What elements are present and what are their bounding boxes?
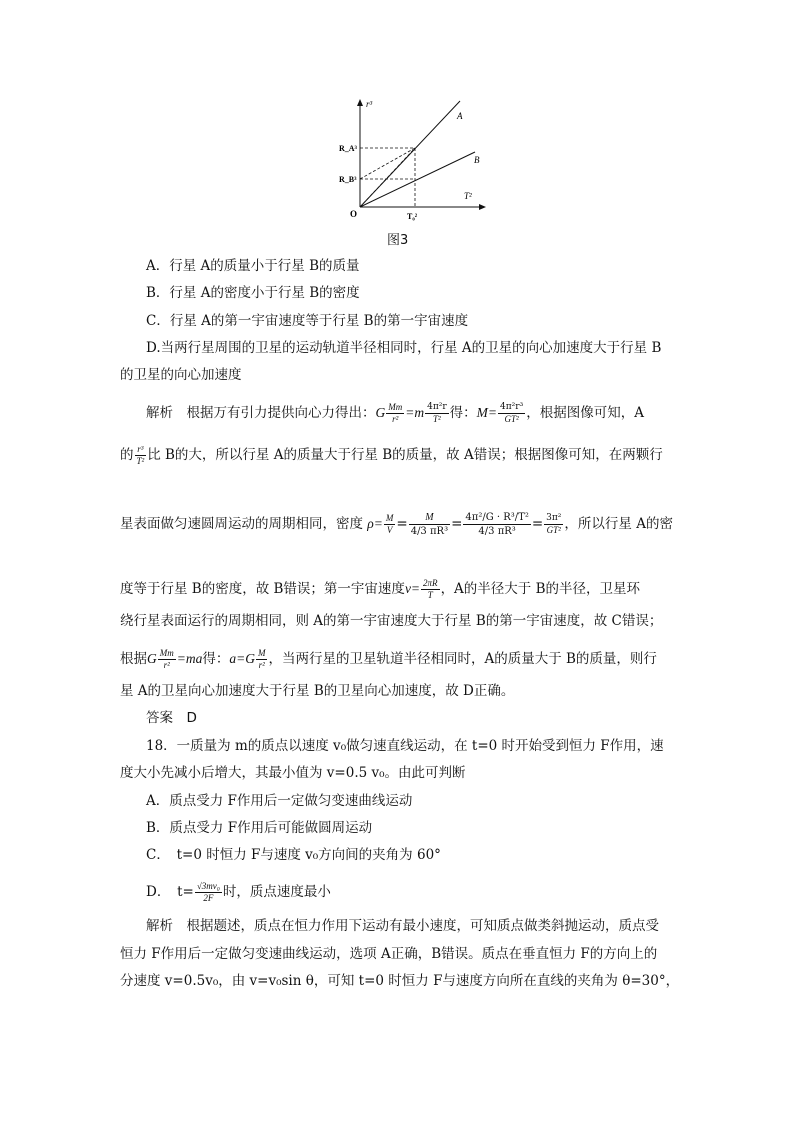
analysis17-line7: 星 A的卫星向心加速度大于行星 B的卫星向心加速度，故 D正确。 xyxy=(120,683,515,699)
q17-option-a: A．行星 A的质量小于行星 B的质量 xyxy=(146,258,360,274)
fraction-4pi2r3-GT2: $\frac{\text{4π²r³}}{\text{GT²}}$ xyxy=(500,402,524,424)
q18-option-b: B．质点受力 F作用后可能做圆周运动 xyxy=(146,820,373,836)
q18-option-a: A．质点受力 F作用后一定做匀变速曲线运动 xyxy=(146,793,413,809)
analysis17-line4: 度等于行星 B的密度，故 B错误；第一宇宙速度v= $\frac{2\pi R}{T}$ ，A的半径大于 B的半径，卫星环 xyxy=(120,578,641,600)
x-axis-arrow xyxy=(479,204,486,210)
origin-label: O xyxy=(350,209,358,219)
q17-option-b: B．行星 A的密度小于行星 B的密度 xyxy=(146,285,360,301)
analysis18-line1: 解析 根据题述，质点在恒力作用下运动有最小速度，可知质点做类斜抛运动，质点受 xyxy=(146,918,659,934)
line-B-label: B xyxy=(474,155,480,165)
RA-label: R_A³ xyxy=(339,144,357,153)
analysis17-line5: 绕行星表面运行的周期相同，则 A的第一宇宙速度大于行星 B的第一宇宙速度，故 C错误； xyxy=(120,613,663,629)
answer-17: 答案 D xyxy=(146,710,197,726)
analysis17-line2: 的 $\frac{\text{r³}}{\text{T²}}$ 比 B的大，所以行星 A的质量大于行星 B的质量，故 A错误；根据图像可知，在两颗行 xyxy=(120,444,663,466)
y-axis-arrow xyxy=(357,99,363,106)
formula-M: M= xyxy=(476,405,498,420)
figure-3-graph xyxy=(330,95,490,229)
analysis17-line6: 根据G $\frac{Mm}{\text{r²}}$ =ma得：a=G $\frac{M}{\text{r²}}$ ，当两行星的卫星轨道半径相同时，A的质量大于 B的质量，则行 xyxy=(120,648,657,670)
y-axis-label: r³ xyxy=(366,99,373,109)
RB-label: R_B³ xyxy=(339,175,357,184)
q17-option-d-line1: D.当两行星周围的卫星的运动轨道半径相同时，行星 A的卫星的向心加速度大于行星 B xyxy=(146,340,662,356)
line-B xyxy=(360,152,475,207)
q17-option-d-line2: 的卫星的向心加速度 xyxy=(120,367,242,383)
q18-stem-line1: 18．一质量为 m的质点以速度 v₀做匀速直线运动，在 t=0 时开始受到恒力 F作用，速 xyxy=(146,738,664,754)
analysis-label: 解析 根据万有引力提供向心力得出： xyxy=(146,405,376,421)
dashed-diag-B xyxy=(360,148,415,179)
q18-option-c: C． t=0 时恒力 F与速度 v₀方向间的夹角为 60° xyxy=(146,847,441,863)
formula-G: G xyxy=(375,405,386,420)
fraction-2piR-T: $\frac{2\pi R}{T}$ xyxy=(423,578,438,600)
q17-option-c: C．行星 A的第一宇宙速度等于行星 B的第一宇宙速度 xyxy=(146,313,469,329)
figure-caption: 图3 xyxy=(387,233,409,248)
line-A-label: A xyxy=(457,111,463,121)
analysis18-line2: 恒力 F作用后一定做匀变速曲线运动，选项 A正确，B错误。质点在垂直恒力 F的方向上的 xyxy=(120,946,658,962)
q18-stem-line2: 度大小先减小后增大，其最小值为 v=0.5 v₀。由此可判断 xyxy=(120,765,466,781)
fraction-Mm-r2: $\frac{Mm}{\text{r²}}$ xyxy=(388,402,403,424)
x-axis-label: T² xyxy=(464,191,472,201)
formula-a: a=G xyxy=(229,651,255,666)
analysis17-line1: 解析 根据万有引力提供向心力得出：G $\frac{Mm}{\text{r²}}$ =m $\frac{\text{4π²r}}{\text{T²}}$ 得：M= $\frac{\text{4π²r³}}{\text{GT²}}$ ，根据图像可知，A xyxy=(146,402,644,424)
fraction-M-V: $\frac{M}{V}$ xyxy=(385,513,394,535)
q18-option-d: D． t= $\frac{\text{√3mv₀}}{2F}$ 时，质点速度最小 xyxy=(146,881,331,903)
fraction-3pi2-GT2: $\frac{\text{3π²}}{\text{GT²}}$ xyxy=(546,513,562,535)
analysis17-line3: 星表面做匀速圆周运动的周期相同，密度 ρ= $\frac{M}{V}$ = $\frac{M}{\text{4/3 πR³}}$ = $\frac{\text{4π²/G · R³/T²}}{\text{4/3 πR³}}$ = $\frac{\text{3π²}}{\text{GT²}}$ ，所以行星 A的密 xyxy=(120,512,673,537)
fraction-density-compound: $\frac{\text{4π²/G · R³/T²}}{\text{4/3 πR³}}$ xyxy=(465,512,529,537)
T0-label: T₀² xyxy=(407,212,418,221)
fraction-4pi2r-T2: $\frac{\text{4π²r}}{\text{T²}}$ xyxy=(427,402,447,424)
analysis18-line3: 分速度 v=0.5v₀，由 v=v₀sin θ，可知 t=0 时恒力 F与速度方向所在直线的夹角为 θ=30°， xyxy=(120,973,680,989)
fraction-r3-T2: $\frac{\text{r³}}{\text{T²}}$ xyxy=(136,444,145,466)
fraction-M-volume: $\frac{M}{\text{4/3 πR³}}$ xyxy=(410,512,449,537)
fraction-M-r2: $\frac{M}{\text{r²}}$ xyxy=(257,648,266,670)
fraction-Mm-r2-b: $\frac{Mm}{\text{r²}}$ xyxy=(159,648,174,670)
formula-rho: ρ= xyxy=(367,516,383,531)
r3-t2-graph xyxy=(330,95,490,225)
fraction-sqrt3mv0-2F: $\frac{\text{√3mv₀}}{2F}$ xyxy=(196,881,220,903)
formula-v: v= xyxy=(404,581,421,596)
formula-m: =m xyxy=(405,405,425,420)
